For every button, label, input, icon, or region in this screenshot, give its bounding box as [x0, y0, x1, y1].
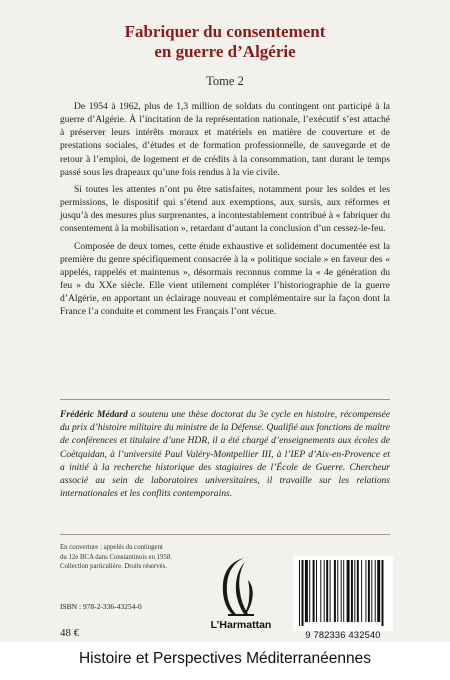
barcode-bar	[309, 560, 310, 622]
author-bio-text: a soutenu une thèse doctorat du 3e cycle en histoire, récompensée du prix d’histoire militaire du ministre de la Défense. Qualifié aux fonctions de maître de conférences et titulaire d’une HDR, il a été chargé d’enseignements aux écoles de Coëtquidan, à l’université Paul Valéry-Montpellier III, à l’IEP d’Aix-en-Provence et a initié à la recherche historique des stagiaires de l’École de Guerre. Chercheur associé au sein de laboratoires universitaires, il travaille sur les relations internationales et les conflits contemporains.	[60, 409, 390, 500]
barcode-bar	[326, 560, 328, 622]
barcode-bar	[324, 560, 325, 622]
barcode-bar	[320, 560, 321, 622]
barcode-bar	[357, 560, 359, 622]
barcode-bar	[330, 560, 331, 622]
barcode-bar	[316, 560, 317, 622]
barcode-bar	[365, 560, 366, 622]
summary-paragraph: Si toutes les attentes n’ont pu être satisfaites, notamment pour les soldes et les permissions, le dispositif qui s’étend aux exemptions, aux sursis, aux réformes et jusqu’à des mesures plus surprenantes, a incontestablement contribué à « fabriquer du consentement à la mobilisation », retardant d’autant la conclusion d’un cessez-le-feu.	[60, 183, 390, 235]
barcode-bar	[377, 560, 380, 622]
barcode-bar	[299, 560, 300, 626]
book-title-line-1: Fabriquer du consentement	[124, 22, 326, 41]
barcode-bars	[293, 556, 393, 628]
cover-credit-line: Collection particulière. Droits réservés.	[60, 563, 168, 571]
barcode-bar	[347, 560, 350, 622]
summary-paragraph: Composée de deux tomes, cette étude exhaustive et solidement documentée est la première du genre spécifiquement consacrée à la « politique sociale » en faveur des « appelés, rappelés et maintenus », désormais reconnus comme la « 4e génération du feu » du XXe siècle. Elle vient utilement compléter l’historiographie de la guerre d’Algérie, en apportant un éclairage nouveau et complémentaire sur la façon dont la France l’a conduite et comment les Français l’ont vécue.	[60, 240, 390, 318]
author-bio	[60, 408, 390, 500]
barcode-bar	[368, 560, 370, 622]
barcode-bar	[382, 560, 384, 626]
price: 48 €	[60, 627, 80, 639]
barcode-bar	[361, 560, 362, 622]
barcode	[293, 556, 393, 631]
divider-bottom	[60, 534, 390, 535]
series-title: Histoire et Perspectives Méditerranéennes	[78, 650, 372, 667]
summary-text	[60, 100, 390, 323]
barcode-bar	[341, 560, 342, 622]
barcode-bar	[375, 560, 376, 622]
barcode-bar	[313, 560, 315, 622]
barcode-bar	[305, 560, 308, 622]
barcode-bar	[351, 560, 353, 622]
barcode-bar	[343, 560, 344, 622]
volume-label: Tome 2	[206, 74, 244, 88]
barcode-bar	[371, 560, 372, 622]
divider-top	[60, 399, 390, 400]
barcode-digits: 9 782336 432540	[305, 630, 381, 640]
cover-credit-line: En couverture : appelés du contingent	[60, 544, 163, 551]
barcode-bar	[354, 560, 355, 622]
author-name: Frédéric Médard	[60, 409, 128, 420]
barcode-bar	[337, 560, 338, 622]
harmattan-logo-icon	[204, 554, 274, 620]
barcode-bar	[334, 560, 336, 622]
isbn: ISBN : 978-2-336-43254-0	[60, 602, 142, 611]
publisher-name: L’Harmattan	[210, 619, 272, 631]
barcode-bar	[302, 560, 304, 626]
book-title-line-2: en guerre d’Algérie	[154, 42, 296, 61]
cover-credit-line: du 12e BCA dans Constantinois en 1958.	[60, 553, 172, 561]
summary-paragraph: De 1954 à 1962, plus de 1,3 million de soldats du contingent ont participé à la guerre d’Algérie. À l’incitation de la représentation nationale, l’exécutif s’est attaché à préserver leurs intérêts moraux et matériels en matière de couverture et de prestations sociales, d’études et de formation professionnelle, de sauvegarde et de retour à l’emploi, de logement et de crédits à la consommation, tant durant le temps passé sous les drapeaux qu’une fois rendus à la vie civile.	[60, 101, 390, 178]
